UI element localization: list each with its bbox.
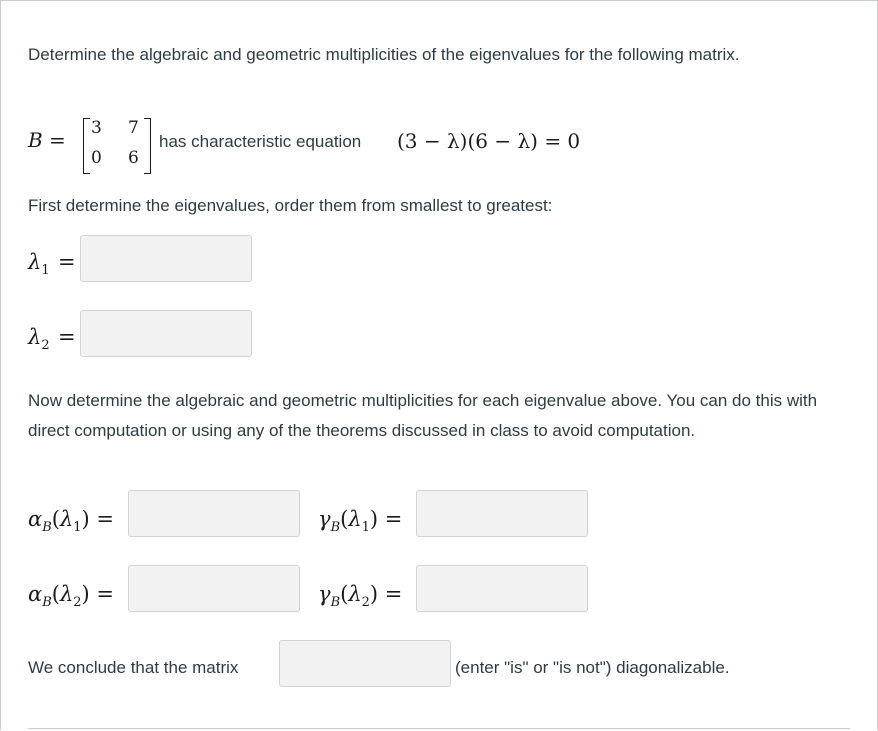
lambda1-label: $\lambda_1$ [28,250,50,279]
alpha1-input[interactable] [129,491,299,536]
gamma2-input-box[interactable] [416,565,588,612]
alpha1-input-box[interactable] [128,490,300,537]
alpha2-input-box[interactable] [128,565,300,612]
lambda1-input-box[interactable] [80,235,252,282]
matrix-cell-1-2: 7 [128,118,139,138]
matrix-label: B = [28,128,66,152]
matrix-left-bracket [83,118,90,174]
alpha1-label: $\alpha_B(\lambda_1)$ = [28,507,115,536]
lambda1-input[interactable] [81,236,251,281]
matrix-cell-1-1: 3 [91,118,102,138]
diagonalizable-input[interactable] [280,641,450,686]
char-eq-math: (3 − λ)(6 − λ) = 0 [397,129,581,153]
char-eq-text: has characteristic equation [159,132,362,151]
lambda2-equals: = [58,325,76,349]
gamma2-input[interactable] [417,566,587,611]
gamma1-input-box[interactable] [416,490,588,537]
lambda2-input[interactable] [81,311,251,356]
intro-text: Determine the algebraic and geometric multiplicities of the eigenvalues for the following matrix. [28,45,740,64]
multiplicity-instruction: Now determine the algebraic and geometric multiplicities for each eigenvalue above. You can do this with direct computation or using any of the theorems discussed in class to avoid computation. [28,391,818,440]
matrix-cell-2-2: 6 [128,148,139,168]
diagonalizable-input-box[interactable] [279,640,451,687]
gamma1-input[interactable] [417,491,587,536]
gamma1-label: $\gamma_B(\lambda_1)$ = [318,507,403,536]
lambda1-equals: = [58,250,76,274]
gamma2-label: $\gamma_B(\lambda_2)$ = [318,582,403,611]
matrix-cell-2-1: 0 [91,148,102,168]
alpha2-label: $\alpha_B(\lambda_2)$ = [28,582,115,611]
conclusion-pre: We conclude that the matrix [28,658,239,677]
conclusion-post: (enter "is" or "is not") diagonalizable. [455,658,730,677]
matrix-right-bracket [144,118,151,174]
alpha2-input[interactable] [129,566,299,611]
eigen-instruction: First determine the eigenvalues, order them from smallest to greatest: [28,196,553,215]
bottom-divider [28,728,850,729]
lambda2-input-box[interactable] [80,310,252,357]
lambda2-label: $\lambda_2$ [28,325,50,354]
